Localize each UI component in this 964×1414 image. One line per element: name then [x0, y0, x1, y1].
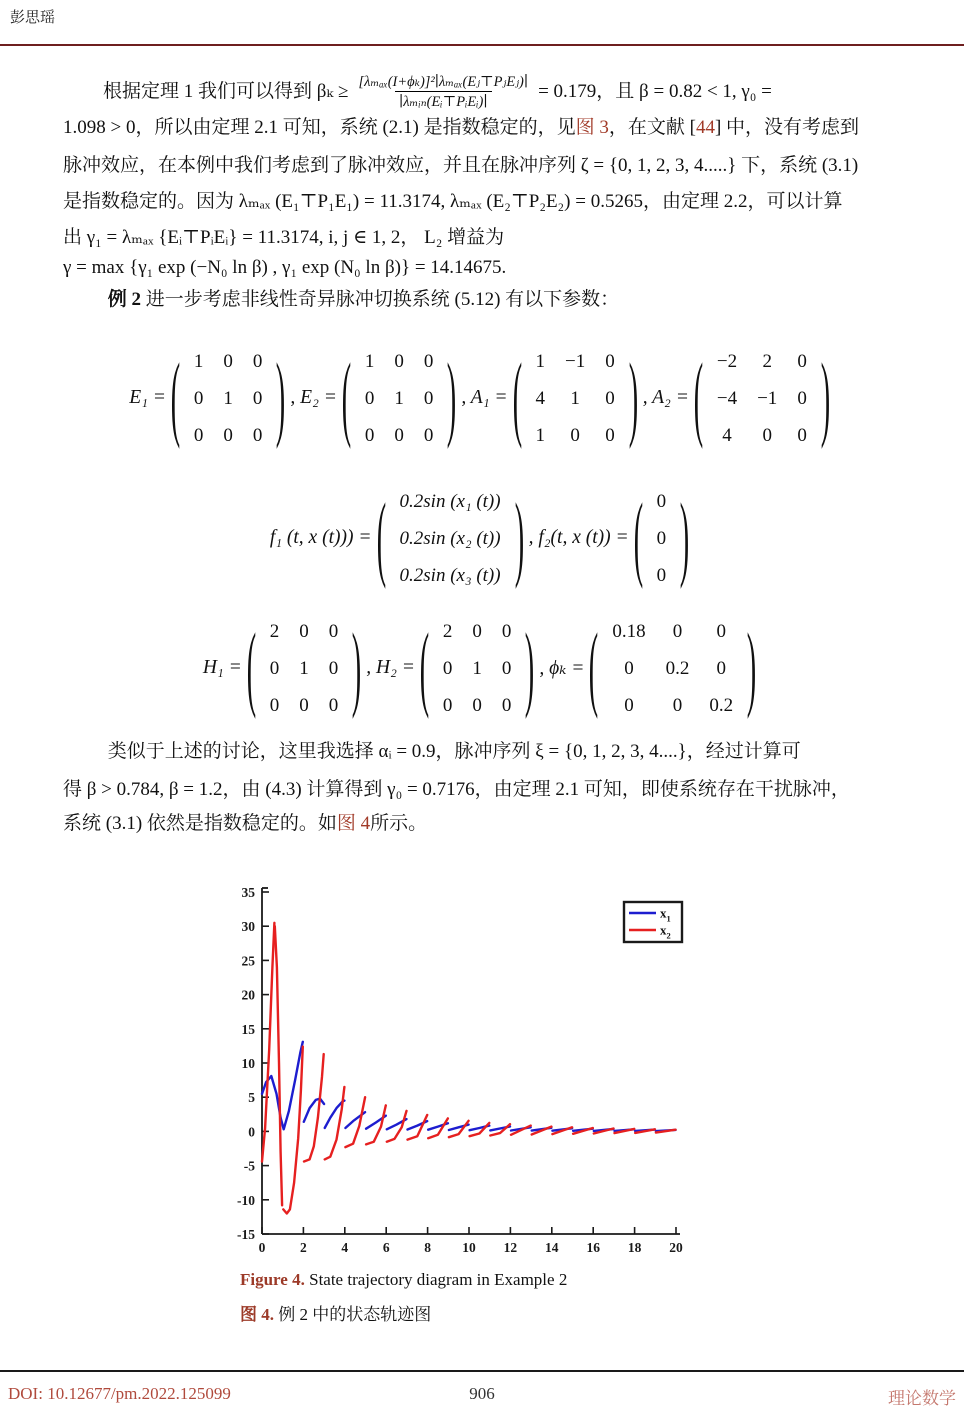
right-paren: ) — [276, 342, 286, 450]
legend-label-x1: $x_1$ — [660, 905, 671, 924]
legend-box — [624, 902, 682, 942]
matrix-cell: 0 — [442, 657, 453, 679]
matrix-cell: 0 — [472, 694, 482, 716]
x-tick-label: 18 — [627, 1240, 642, 1255]
doi-link[interactable]: DOI: 10.12677/pm.2022.125099 — [8, 1384, 231, 1403]
matrix-cell: 0 — [223, 424, 233, 446]
legend-label-x2: $x_2$ — [660, 922, 671, 941]
series-x2-segment — [345, 1097, 365, 1147]
matrix — [509, 343, 642, 454]
left-paren: ( — [419, 612, 430, 720]
x-tick-label: 16 — [586, 1240, 600, 1255]
y-tick-label: 15 — [241, 1021, 255, 1037]
matrix — [416, 613, 539, 724]
para2-line3-text-a: 系统 (3.1) 依然是指数稳定的。如 — [63, 813, 337, 834]
para2-line1 — [63, 740, 901, 764]
matrix-cell: 0 — [672, 620, 683, 642]
matrix-cell: 2 — [442, 620, 453, 642]
example2-label: 例 2 — [107, 289, 142, 310]
matrix-cell: 0.2sin (x₂ (t)) — [399, 527, 501, 549]
header-rule — [0, 44, 964, 46]
equation-f1-f2 — [63, 476, 901, 600]
figure-caption-en-text: State trajectory diagram in Example 2 — [304, 1270, 568, 1289]
matrix-cell: 0 — [672, 694, 683, 716]
matrix-cell: 0 — [423, 350, 434, 372]
x-tick-label: 14 — [545, 1240, 559, 1255]
series-x1-segment — [304, 1099, 324, 1122]
y-tick-label: -15 — [237, 1227, 255, 1242]
matrix-cell: 1 — [193, 350, 204, 372]
matrix-cell: 0 — [328, 620, 339, 642]
footer-rule — [0, 1370, 964, 1372]
matrix-cell: 0 — [423, 387, 434, 409]
matrix-cell: 0 — [223, 350, 233, 372]
matrix-cell: 0 — [624, 694, 634, 716]
matrix — [630, 483, 694, 594]
matrix-cell: 0 — [624, 657, 634, 679]
equation-label: f₁ (t, x (t))) = — [269, 527, 372, 548]
para1-line4: 是指数稳定的。因为 λₘₐₓ (E₁⊤P₁E₁) = 11.3174, λₘₐₓ (E₂⊤P₂E₂) = 0.5265，由定理 2.2，可以计算 — [63, 191, 843, 212]
matrix-cell: 0 — [394, 350, 404, 372]
x-tick-label: 0 — [258, 1240, 266, 1255]
figure-caption-en — [240, 1270, 567, 1290]
equation-label: , A₂ = — [642, 387, 689, 408]
matrix-cell: −1 — [757, 387, 778, 409]
para1-line1-pre: 根据定理 1 我们可以得到 βₖ ≥ — [103, 81, 349, 102]
matrix-cell: 0 — [501, 694, 512, 716]
equation-label: , f₂(t, x (t)) = — [528, 527, 629, 548]
journal-name: 理论数学 — [888, 1389, 956, 1408]
inline-fraction — [355, 73, 533, 111]
y-tick-label: -5 — [243, 1158, 255, 1174]
matrix — [338, 343, 461, 454]
matrix-cell: 0 — [605, 387, 615, 409]
right-paren: ) — [447, 342, 457, 450]
matrix-cell: 0 — [394, 424, 404, 446]
series-x2-segment — [387, 1111, 407, 1142]
series-x2-segment — [304, 1054, 324, 1161]
matrix-cell: 0.2sin (x₃ (t)) — [399, 564, 501, 586]
matrix-cell: 0 — [299, 620, 309, 642]
matrix-cell: −1 — [565, 350, 586, 372]
x-tick-label: 6 — [382, 1240, 390, 1255]
matrix-cell: 0 — [364, 387, 375, 409]
left-paren: ( — [170, 342, 181, 450]
matrix-cell: 0 — [252, 350, 263, 372]
para2-line2: 得 β > 0.784, β = 1.2，由 (4.3) 计算得到 γ₀ = 0.7176，由定理 2.1 可知，即使系统存在干扰脉冲， — [63, 779, 850, 800]
right-paren: ) — [352, 612, 362, 720]
matrix-cell: 0 — [269, 657, 280, 679]
figure-caption-zh-text: 例 2 中的状态轨迹图 — [274, 1305, 432, 1324]
matrix — [243, 613, 366, 724]
left-paren: ( — [246, 612, 256, 720]
para1-line2-text-c: ] 中，没有考虑到 — [714, 117, 860, 138]
right-paren: ) — [525, 612, 535, 720]
equation-E1-E2-A1-A2 — [63, 336, 901, 460]
matrix-cell: 2 — [269, 620, 280, 642]
matrix-cell: 0 — [252, 424, 263, 446]
y-tick-label: 5 — [248, 1090, 255, 1106]
matrix-cell: 1 — [223, 387, 233, 409]
matrix-cell: 0 — [797, 387, 807, 409]
matrix — [373, 483, 528, 594]
example2-text: 进一步考虑非线性奇异脉冲切换系统 (5.12) 有以下参数： — [145, 289, 620, 310]
equation-label: E₁ = — [129, 387, 166, 408]
figure-caption-en-label: Figure 4. — [240, 1270, 305, 1289]
matrix-cell: −4 — [716, 387, 738, 409]
link-figure-4[interactable]: 图 4 — [336, 813, 371, 834]
matrix-cell: 0 — [252, 387, 263, 409]
matrix-cell: 0 — [299, 694, 309, 716]
matrix-cell: 0 — [501, 657, 512, 679]
matrix — [585, 613, 760, 724]
x-tick-label: 8 — [424, 1240, 431, 1255]
matrix-cell: 0 — [328, 694, 339, 716]
matrix-cell: 4 — [535, 387, 546, 409]
equation-label: , A₁ = — [461, 387, 508, 408]
left-paren: ( — [589, 612, 599, 720]
matrix-cell: 0 — [193, 424, 204, 446]
left-paren: ( — [633, 482, 643, 590]
right-paren: ) — [820, 342, 831, 450]
y-tick-label: 25 — [241, 953, 255, 969]
figure-4-chart — [224, 876, 696, 1262]
x-tick-label: 4 — [341, 1240, 349, 1255]
y-tick-label: 30 — [241, 919, 255, 935]
y-tick-label: 35 — [241, 885, 255, 900]
fraction-numerator: [λₘₐₓ(I+ϕₖ)]²∣λₘₐₓ(Eⱼ⊤PⱼEⱼ)∣ — [358, 73, 529, 90]
matrix-cell: 1 — [472, 657, 482, 679]
series-x2-segment — [366, 1105, 386, 1144]
matrix-cell: 0 — [656, 490, 667, 512]
matrix-cell: 0 — [501, 620, 512, 642]
para2-line3 — [63, 812, 901, 836]
matrix-cell: 1 — [535, 424, 546, 446]
x-tick-label: 2 — [300, 1240, 307, 1255]
para1-line5: 出 γ₁ = λₘₐₓ {Eᵢ⊤PᵢEᵢ} = 11.3174, i, j ∈ 1, 2， L₂ 增益为 — [63, 227, 505, 248]
equation-label: , ϕₖ = — [539, 658, 585, 679]
matrix-cell: 2 — [762, 350, 772, 372]
link-ref-44[interactable]: 44 — [695, 117, 715, 138]
matrix — [167, 343, 290, 454]
matrix-cell: 0 — [269, 694, 280, 716]
matrix-cell: 0.18 — [612, 620, 646, 642]
matrix-cell: 0 — [472, 620, 482, 642]
matrix-cell: 0.2 — [665, 657, 690, 679]
matrix-cell: 0 — [797, 350, 807, 372]
matrix-cell: 0 — [797, 424, 807, 446]
matrix-cell: 0 — [605, 424, 615, 446]
matrix-cell: 0.2 — [709, 694, 734, 716]
para1-line1 — [63, 68, 901, 116]
equation-label: , H₂ = — [366, 657, 415, 678]
right-paren: ) — [746, 612, 757, 720]
x-tick-label: 12 — [503, 1240, 518, 1255]
left-paren: ( — [376, 482, 386, 590]
matrix-cell: 0 — [570, 424, 580, 446]
matrix-cell: −2 — [716, 350, 738, 372]
x-tick-label: 10 — [462, 1240, 476, 1255]
matrix-cell: 0 — [442, 694, 453, 716]
figure-caption-zh-label: 图 4. — [240, 1305, 274, 1324]
matrix-cell: 1 — [364, 350, 375, 372]
left-paren: ( — [693, 342, 704, 450]
matrix — [690, 343, 834, 454]
right-paren: ) — [514, 482, 524, 590]
example2-line — [63, 288, 901, 312]
equation-H1-H2-phik — [63, 606, 901, 730]
para2-line3-text-b: 所示。 — [370, 813, 428, 834]
para2-line1-text: 类似于上述的讨论，这里我选择 αᵢ = 0.9，脉冲序列 ξ = {0, 1, 2, 3, 4....}，经过计算可 — [107, 741, 801, 762]
y-tick-label: 10 — [241, 1056, 255, 1071]
para1-line2-text-b: ，在文献 [ — [608, 117, 696, 138]
running-header-author: 彭思瑶 — [10, 10, 56, 26]
fraction-denominator: ∣λₘᵢₙ(Eᵢ⊤PᵢEᵢ)∣ — [395, 91, 492, 111]
series-x2-segment — [283, 1047, 303, 1214]
left-paren: ( — [512, 342, 522, 450]
equation-label: H₁ = — [202, 657, 242, 678]
matrix-cell: 0 — [364, 424, 375, 446]
state-trajectory-plot — [224, 876, 696, 1262]
series-x2-segment — [275, 926, 282, 1205]
y-tick-label: 20 — [241, 987, 255, 1003]
para1-line1-post: = 0.179，且 β = 0.82 < 1, γ₀ = — [538, 81, 772, 102]
x-tick-label: 20 — [669, 1240, 683, 1255]
y-tick-label: -10 — [237, 1192, 255, 1208]
matrix-cell: 1 — [299, 657, 309, 679]
matrix-cell: 0 — [193, 387, 204, 409]
equation-label: , E₂ = — [290, 387, 337, 408]
matrix-cell: 0 — [656, 527, 667, 549]
page-number: 906 — [469, 1384, 495, 1403]
matrix-cell: 0 — [656, 564, 667, 586]
left-paren: ( — [341, 342, 352, 450]
series-x2-segment — [262, 923, 274, 1162]
matrix-cell: 0 — [328, 657, 339, 679]
para1-line2-text-a: 1.098 > 0，所以由定理 2.1 可知，系统 (2.1) 是指数稳定的，见 — [63, 117, 576, 138]
matrix-cell: 0 — [762, 424, 772, 446]
matrix-cell: 0 — [716, 620, 727, 642]
matrix-cell: 0 — [423, 424, 434, 446]
para1-line6: γ = max {γ₁ exp (−N₀ ln β) , γ₁ exp (N₀ ln β)} = 14.14675. — [63, 257, 507, 278]
y-tick-label: 0 — [248, 1124, 255, 1140]
matrix-cell: 0.2sin (x₁ (t)) — [399, 490, 501, 512]
matrix-cell: 4 — [722, 424, 732, 446]
matrix-cell: 0 — [716, 657, 727, 679]
link-figure-3[interactable]: 图 3 — [575, 117, 609, 138]
right-paren: ) — [679, 482, 690, 590]
matrix-cell: 0 — [605, 350, 615, 372]
matrix-cell: 1 — [535, 350, 546, 372]
right-paren: ) — [628, 342, 638, 450]
matrix-cell: 1 — [570, 387, 580, 409]
figure-caption-zh — [240, 1300, 431, 1325]
para1-line3: 脉冲效应，在本例中我们考虑到了脉冲效应，并且在脉冲序列 ζ = {0, 1, 2, 3, 4.....} 下，系统 (3.1) — [63, 155, 859, 176]
matrix-cell: 1 — [394, 387, 404, 409]
para1-line2 — [63, 116, 901, 140]
